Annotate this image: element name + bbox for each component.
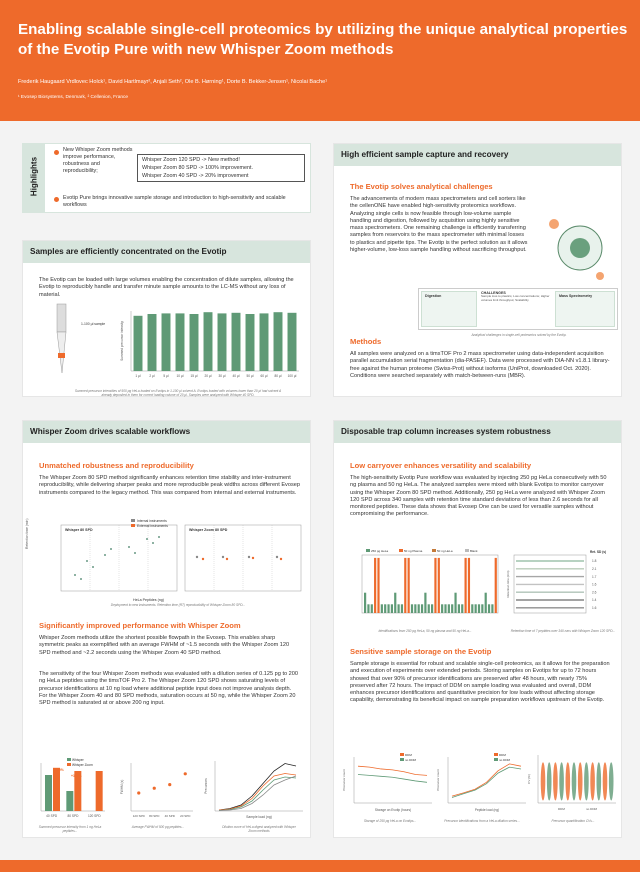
sd-value: 2.1 [592,567,597,571]
legend-swatch [399,549,403,552]
highlight-bullet-icon-1 [54,150,59,155]
whisper-header [23,421,310,443]
digestion-label: Digestion [425,294,442,298]
digestion-box [421,291,477,327]
x-axis-label: Peptide load (ng) [474,808,500,812]
legend-swatch-noddm [400,758,404,761]
carryover-bar [465,558,467,613]
x-tick-label: 50 µl [246,374,254,378]
highlights-panel [22,143,311,213]
sd-value: 1.8 [592,559,597,564]
scatter-point [110,548,112,550]
bar [190,314,199,371]
cv-violin-chart [526,751,618,817]
whisper-sub1: Unmatched robustness and reproducibility [39,461,194,470]
violin [590,762,595,800]
legend-swatch-noddm [494,758,498,761]
carryover-bar [458,604,460,613]
method-result: -> 100% improvement. [198,165,254,171]
violin [559,762,564,800]
carryover-bar [461,604,463,613]
x-tick-label: 60 µl [260,374,268,378]
y-axis-label: Summed precursor intensity [120,321,124,361]
scatter-point [222,556,224,558]
carryover-bar [441,604,443,613]
bar [274,312,283,371]
scatter-point [252,557,254,559]
carryover-bar [408,558,410,613]
legend-swatch-ddm [494,753,498,756]
disposable-body1: The high-sensitivity Evotip Pure workflow was evaluated by injecting 250 pg HeLa consecutively with 50 ng plasma and 50 ng HeLa. The analyzed samples were mixed with blank Evotips to monitor carryover using the Whisper Zoom 80 SPD method. Additionally, 250 pg HeLa were analyzed with Whisper Zoom 120 SPD across 340 samples with retention time standard deviations of less than 2.6 seconds for all monitored peptides. These data shows that Evosep One can be used for versatile samples without compromising the performance. [350,475,607,518]
x-tick-label: 100 µl [287,374,297,378]
rt-scatter-plots [35,517,305,597]
bar [204,312,213,371]
carryover-bar [404,558,406,613]
whisper-body2: Whisper Zoom methods utilize the shortest possible flowpath in the Evosep. This enables sharp symmetric peaks as exemplified with an average FWHM of ~1.5 seconds with the Whisper Zoom 120 SPD method and ~2.2 seconds using the Whisper Zoom 40 SPD method. [39,635,290,656]
method-row-40 [142,172,300,180]
legend-ddm: DDM [405,753,412,757]
bar [45,775,52,811]
disposable-panel [333,420,622,838]
evotip-illustration [47,301,77,381]
scatter-xlabel: HeLa Peptides (ng) [133,598,164,602]
y-axis-label: Precursor count [436,769,440,791]
dilution-curve [219,776,296,811]
carryover-bar [398,604,400,613]
disposable-sub1: Low carryover enhances versatility and scalability [350,461,532,470]
authors: Frederik Haugaard Vrdlovec Holck¹, David Hartlmayr², Anjali Seth², Ole B. Hørning¹, Dorte B. Bekker-Jensen¹, Nicolai Bache¹ [18,79,328,85]
x-tick-label: 80 SPD [149,814,160,818]
x-tick-label: 40 µl [232,374,240,378]
bar [134,316,143,371]
concentrated-caption: Summed precursor intensities of 500 pg HeLa loaded on Evotips in 1-100 µl solvent A. Evotips loaded with volumes lower than 20 µl had solvent A already deposited in them for correct loading volume of 20 µl. Samples were analyzed with Whisper 40 SPD. [74,389,282,397]
scatter-point [226,558,228,560]
y-axis-label: CV (%) [527,774,531,784]
disposable-header [334,421,621,443]
legend-noddm: no DDM [405,758,417,762]
legend-swatch-zoom [67,763,71,766]
poster-footer [0,860,640,872]
scatter-title: Whisper 80 SPD [65,528,93,532]
concentration-bar-chart [119,307,301,385]
method-name: Whisper Zoom 40 SPD [142,173,198,179]
fwhm-caption: Average FWHM of 500 pg peptides... [131,825,185,829]
carryover-bar [491,604,493,613]
bar [176,313,185,371]
legend-external: External instruments [137,524,168,528]
method-row-80 [142,164,300,172]
x-tick-label: 30 µl [218,374,226,378]
carryover-bar [475,604,477,613]
scatter-title: Whisper Zoom 80 SPD [189,528,228,532]
violin [578,762,583,800]
x-tick-label: 2 µl [149,374,155,378]
carryover-bar [488,604,490,613]
x-tick-label: 40 SPD [46,814,58,818]
concentrated-body: The Evotip can be loaded with large volumes enabling the concentration of dilute samples, allowing the Evotip to reproducibly handle and transfer minute sample amounts to the LC-MS without any loss of material. [39,277,294,298]
legend-swatch-ddm [400,753,404,756]
x-tick-label: 40 SPD [164,814,175,818]
scatter-point [158,536,160,538]
carryover-bar [384,604,386,613]
whisper-body1: The Whisper Zoom 80 SPD method significantly enhances retention time stability and inter-instrument reproducibility, while delivering sharper peaks and more reproducible peak widths across different Evosep instruments compared to the legacy method. This was compared from internal and external instruments. [39,475,300,496]
load-line [452,764,521,796]
dilution-curve [219,777,296,811]
bar [66,791,73,811]
carryover-bar [451,604,453,613]
highlight-2: Evotip Pure brings innovative sample storage and introduction to high-sensitivity and scalable workflows [63,195,286,208]
affiliations: ¹ Evosep Biosystems, Denmark, ² Cellenion, France [18,95,129,100]
highlight-bullet-icon-2 [54,197,59,202]
scatter-point [86,560,88,562]
x-tick-label: 80 SPD [67,814,79,818]
sd-title: Ret. SD (s) [590,550,607,554]
carryover-bar [431,604,433,613]
whisper-body3: The sensitivity of the four Whisper Zoom methods was evaluated with a dilution series of 0.125 pg to 200 ng HeLa peptides using the timsTOF Pro 2. The Whisper Zoom 120 SPD shows saturating levels of precursor identifications at 10 ng load where additional peptide input does not improve analysis depth. For the Whisper Zoom 40 and 80 SPD methods, saturation occurs at 50 ng, while the Whisper Zoom 20 SPD method is saturated at or above 200 ng input. [39,671,299,707]
scatter-point [146,538,148,540]
whisper-panel [22,420,311,838]
carryover-bar [394,593,396,613]
disposable-body2: Sample storage is essential for robust and scalable single-cell proteomics, as it allows for the preparation and execution of experiments over extended periods. Storing samples on Evotips for up to 72 hours showed that over 90% of precursor identifications are preserved after 48 hours, with nearly 75% preserved after 72 hours. The impact of DDM on sample loading was evaluated and overall, DDM enhances precursor identifications and quantitative precision for low loads without affecting storage capability, demonstrating its beneficial impact on sample preparation workflows upstream of the Evotip. [350,661,610,704]
violin [584,762,589,800]
carryover-bar [478,604,480,613]
concentrated-title: Samples are efficiently concentrated on the Evotip [30,247,227,256]
legend-whisper: Whisper [72,758,84,762]
method-name: Whisper Zoom 80 SPD [142,165,198,171]
carryover-caption: Identifications from 250 pg HeLa, 50 ng plasma and 50 ng HeLa... [378,629,472,633]
x-tick-label: 20 µl [204,374,212,378]
legend-label: 50 ng Plasma [404,549,423,553]
x-tick-label: 120 SPD [132,814,145,818]
plot-frame [362,555,498,613]
legend-label: Blank [470,549,478,553]
x-axis-label: Sample load (ng) [246,815,272,819]
y-axis-label: Retention time (min) [506,570,510,598]
bar [246,314,255,371]
sd-value: 1.6 [592,606,597,610]
fwhm-point [168,783,171,786]
challenges-box [481,291,551,327]
legend-noddm: no DDM [499,758,511,762]
method-result: -> 20% improvement [198,173,249,179]
sd-value: 1.7 [592,574,597,579]
carryover-bar [421,604,423,613]
workflow-figure [418,288,618,330]
tip-label: 1-100 µl sample [81,322,106,326]
carryover-bar [428,604,430,613]
legend-ddm: DDM [499,753,506,757]
highlights-label-box [23,144,45,212]
capture-body1: The advancements of modern mass spectrometers and cell sorters like the cellenONE have enabled high-sensitivity proteomics workflows. Analyzing single cells is now feasible through low-volume sample handling and digestion, followed by acquisition using highly sensitive mass spectrometers. One remaining challenge is efficiently transferring samples from reservoirs to the mass spectrometer with minimal losses to plastics and pipette tips. The Evotip is the perfect solution as it allows higher-volume, low-loss sample handling without sacrificing throughput. [350,196,528,254]
dilution-caption: Dilution curve of HeLa digest analyzed with Whisper Zoom methods [222,825,296,833]
legend-label: 250 pg HeLa [371,549,389,553]
whisper-title: Whisper Zoom drives scalable workflows [30,427,191,436]
storage-chart [340,751,436,817]
challenges-title: CHALLENGES [481,291,506,295]
concentrated-header [23,241,310,263]
y-axis-label: Precursors [204,778,208,794]
ms-box [555,291,615,327]
bar [232,313,241,371]
scatter-point [92,566,94,568]
legend-internal: Internal instruments [137,519,167,523]
carryover-bar [471,604,473,613]
x-tick-label: 10 µl [176,374,184,378]
load-caption: Precursor identifications from a HeLa dilution series... [444,819,520,823]
violin [553,762,558,800]
capture-sub1: The Evotip solves analytical challenges [350,182,493,191]
pct-label: +100% [71,774,82,778]
dilution-curve [219,764,296,811]
carryover-bar [448,604,450,613]
disposable-sub2: Sensitive sample storage on the Evotip [350,647,492,656]
method-row-120 [142,156,300,164]
x-tick-label: 1 µl [135,374,141,378]
poster-title: Enabling scalable single-cell proteomics by utilizing the unique analytical properties of the Evotip Pure with new Whisper Zoom methods [18,21,628,58]
x-axis-label: Storage on Evotip (hours) [374,808,412,812]
bar [162,313,171,371]
carryover-bar [434,558,436,613]
capture-panel [333,143,622,397]
whisper-sub2: Significantly improved performance with Whisper Zoom [39,621,241,630]
carryover-bar [485,593,487,613]
bar [148,314,157,371]
violin [541,762,546,800]
violin [597,762,602,800]
carryover-bar [377,558,379,613]
legend-swatch-whisper [67,758,71,761]
bar [260,313,269,371]
method-name: Whisper Zoom 120 SPD [142,157,201,163]
storage-line [358,774,427,782]
bar-caption: Summed precursor intensity from 1 ng HeLa peptides... [38,825,102,833]
scatter-caption: Deployment to new instruments. Retention time (RT) reproducibility of Whisper Zoom 80 SPD... [110,603,246,607]
carryover-bar [424,593,426,613]
challenges-text: Sample loss to plastics; Low concentrations; Higher volumes limit throughput; Scalability [481,294,550,302]
legend-label: 50 ng HeLa [437,549,453,553]
single-cell-illustration [530,198,616,286]
carryover-bar [481,604,483,613]
storage-line [358,766,427,775]
scatter-point [276,556,278,558]
violin [547,762,552,800]
y-axis-label: Precursor count [342,769,346,791]
bar [288,313,297,371]
storage-caption: Storage of 250 pg HeLa on Evotips... [363,819,417,823]
x-tick-label: 80 µl [274,374,282,378]
methods-body: All samples were analyzed on a timsTOF Pro 2 mass spectrometer using data-independent acquisition parallel accumulation serial fragmentation (dia-PASEF). Data were processed with DIA-NN v1.8.1 library-free against the human proteome (Swiss-Prot) without isoforms (UniProt, downloaded Oct. 2020). Conditions were searched separately with match-between-runs (MBR). [350,351,610,379]
scatter-point [128,546,130,548]
legend-swatch [465,549,469,552]
legend-zoom: Whisper Zoom [72,763,93,767]
carryover-chart [342,547,502,625]
method-result: -> New method! [201,157,240,163]
carryover-bar [438,558,440,613]
legend-noddm: no DDM [586,807,598,811]
carryover-bar [364,593,366,613]
sd-value: 2.6 [592,590,597,595]
scatter-point [134,552,136,554]
disposable-title: Disposable trap column increases system robustness [341,427,551,436]
improvement-bar-chart [29,757,109,823]
rt-stability-chart [506,547,618,625]
workflow-caption: Analytical challenges in single-cell proteomics solved by the Evotip. [471,333,567,337]
capture-header [334,144,621,166]
scatter-point [104,554,106,556]
carryover-bar [401,604,403,613]
capture-title: High efficient sample capture and recovery [341,150,509,159]
carryover-bar [391,604,393,613]
fwhm-point [137,791,140,794]
legend-ddm: DDM [558,807,565,811]
scatter-point [74,574,76,576]
highlights-label: Highlights [29,156,39,197]
carryover-bar [418,604,420,613]
x-tick-label: 15 µl [190,374,198,378]
violin [572,762,577,800]
carryover-bar [414,604,416,613]
carryover-bar [495,558,497,613]
rt-caption: Retention time of 7 peptides over 340 runs with Whisper Zoom 120 SPD... [510,629,616,633]
carryover-bar [468,558,470,613]
legend-swatch [366,549,370,552]
poster-header [0,0,640,121]
scatter-point [280,558,282,560]
carryover-bar [367,604,369,613]
scatter-point [248,556,250,558]
legend-swatch-internal [131,519,135,522]
ms-label: Mass Spectrometry [559,294,593,298]
sd-value: 1.4 [592,598,597,603]
legend-swatch-external [131,524,135,527]
violin [609,762,614,800]
bar [218,313,227,371]
bar [96,771,103,811]
violin [603,762,608,800]
x-tick-label: 120 SPD [87,814,101,818]
carryover-bar [374,558,376,613]
load-chart [434,751,530,817]
concentrated-panel [22,240,311,397]
highlight-1: New Whisper Zoom methods improve performance, robustness and reproducibility; [63,147,133,174]
bar [53,768,60,811]
legend-swatch [432,549,436,552]
scatter-point [152,542,154,544]
carryover-bar [371,604,373,613]
scatter-point [196,556,198,558]
scatter-point [202,558,204,560]
highlight-methods-box [137,154,305,182]
methods-title: Methods [350,337,382,346]
cv-caption: Precursor quantification CVs... [551,819,595,823]
fwhm-point [153,787,156,790]
dilution-curve [219,774,296,811]
sd-value: 1.6 [592,582,597,587]
scatter-ylabel: Retention time (min) [25,518,29,549]
x-tick-label: 20 SPD [180,814,191,818]
violin [566,762,571,800]
carryover-bar [411,604,413,613]
carryover-bar [444,604,446,613]
fwhm-point [184,772,187,775]
carryover-bar [454,593,456,613]
x-tick-label: 5 µl [163,374,169,378]
carryover-bar [381,604,383,613]
pct-label: +20% [55,768,64,772]
dilution-curve-chart [201,757,306,823]
scatter-point [80,578,82,580]
y-axis-label: FWHM (s) [120,779,124,795]
fwhm-chart [119,757,199,823]
carryover-bar [387,604,389,613]
